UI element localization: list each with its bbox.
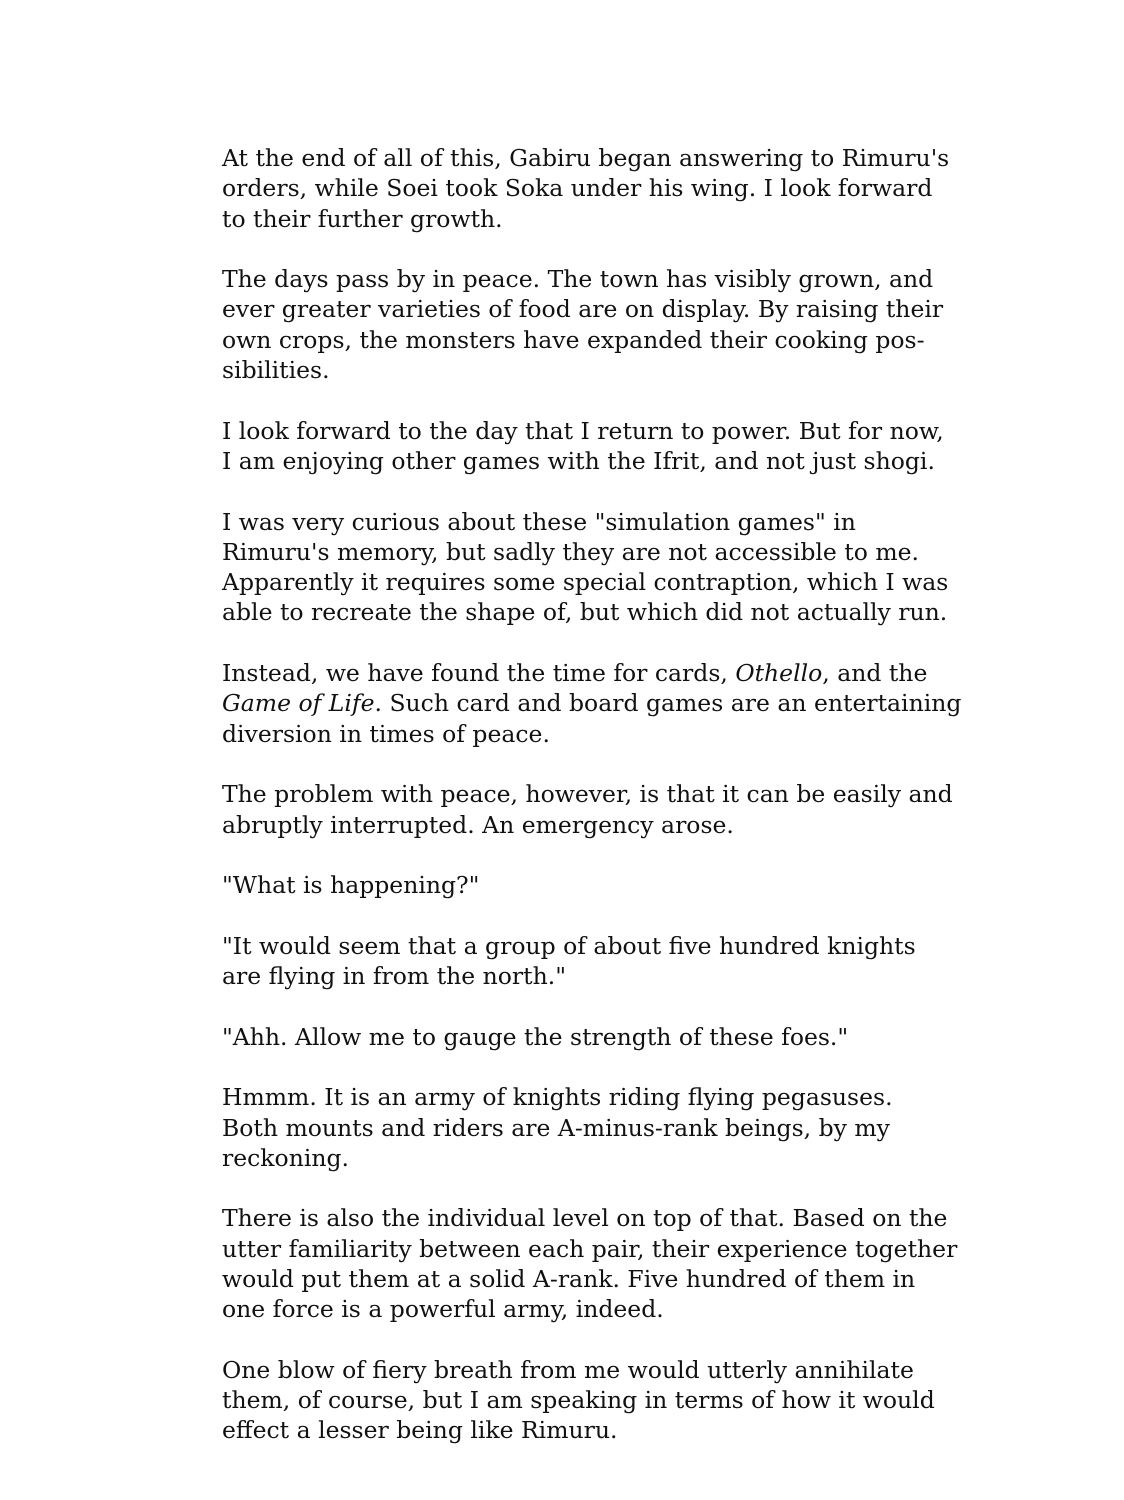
text-line: "What is happening?" [222,871,480,900]
paragraph-5 [222,658,962,749]
text-line: to their further growth. [222,204,503,233]
paragraph-4 [222,507,949,628]
text-line: abruptly interrupted. An emergency arose. [222,810,734,839]
text-line: diversion in times of peace. [222,719,550,748]
text-line: own crops, the monsters have expanded their cooking pos- [222,325,925,354]
text-line: One blow of fiery breath from me would utterly annihilate [222,1355,914,1384]
text-line: I look forward to the day that I return to power. But for now, [222,416,944,445]
text-line: able to recreate the shape of, but which did not actually run. [222,598,948,627]
text-line: The problem with peace, however, is that it can be easily and [222,780,953,809]
text-line: The days pass by in peace. The town has visibly grown, and [222,265,934,294]
paragraph-2 [222,264,944,385]
text-line: would put them at a solid A-rank. Five hundred of them in [222,1264,916,1293]
text-line: "Ahh. Allow me to gauge the strength of these foes." [222,1022,849,1051]
text-line: one force is a powerful army, indeed. [222,1295,664,1324]
paragraph-10 [222,1082,902,1173]
paragraph-7 [222,870,902,900]
text-line: Hmmm. It is an army of knights riding flying pegasuses. [222,1083,893,1112]
text-line: There is also the individual level on top of that. Based on the [222,1204,948,1233]
text-line: I was very curious about these "simulation games" in [222,507,856,536]
text-line: orders, while Soei took Soka under his wing. I look forward [222,174,933,203]
text-line: At the end of all of this, Gabiru began answering to Rimuru's [222,144,950,172]
text-run: . Such card and board games are an entertaining [374,689,962,718]
text-line: I am enjoying other games with the Ifrit, and not just shogi. [222,446,935,475]
text-line: utter familiarity between each pair, their experience together [222,1234,958,1263]
text-line [222,688,962,718]
paragraph-3 [222,416,944,477]
text-line [222,658,928,688]
book-page [222,143,962,1476]
game-title-game-of-life: Game of Life [222,689,375,718]
text-line: "It would seem that a group of about five hundred knights [222,931,916,960]
game-title-othello: Othello [735,659,823,688]
text-run: Instead, we have found the time for cards, [222,659,736,688]
text-line: reckoning. [222,1143,349,1172]
text-line: Apparently it requires some special contraption, which I was [222,568,949,597]
text-line: ever greater varieties of food are on display. By raising their [222,295,944,324]
paragraph-1 [222,143,950,234]
paragraph-8 [222,931,916,992]
text-line: Both mounts and riders are A-minus-rank beings, by my [222,1113,890,1142]
paragraph-9 [222,1022,902,1052]
text-line: them, of course, but I am speaking in terms of how it would [222,1386,935,1415]
text-line: sibilities. [222,356,330,385]
text-line: Rimuru's memory, but sadly they are not accessible to me. [222,537,919,566]
text-line: are flying in from the north." [222,962,567,991]
paragraph-12 [222,1355,935,1446]
paragraph-11 [222,1203,958,1324]
text-line: effect a lesser being like Rimuru. [222,1416,618,1445]
paragraph-6 [222,779,953,840]
text-run: , and the [822,659,928,688]
